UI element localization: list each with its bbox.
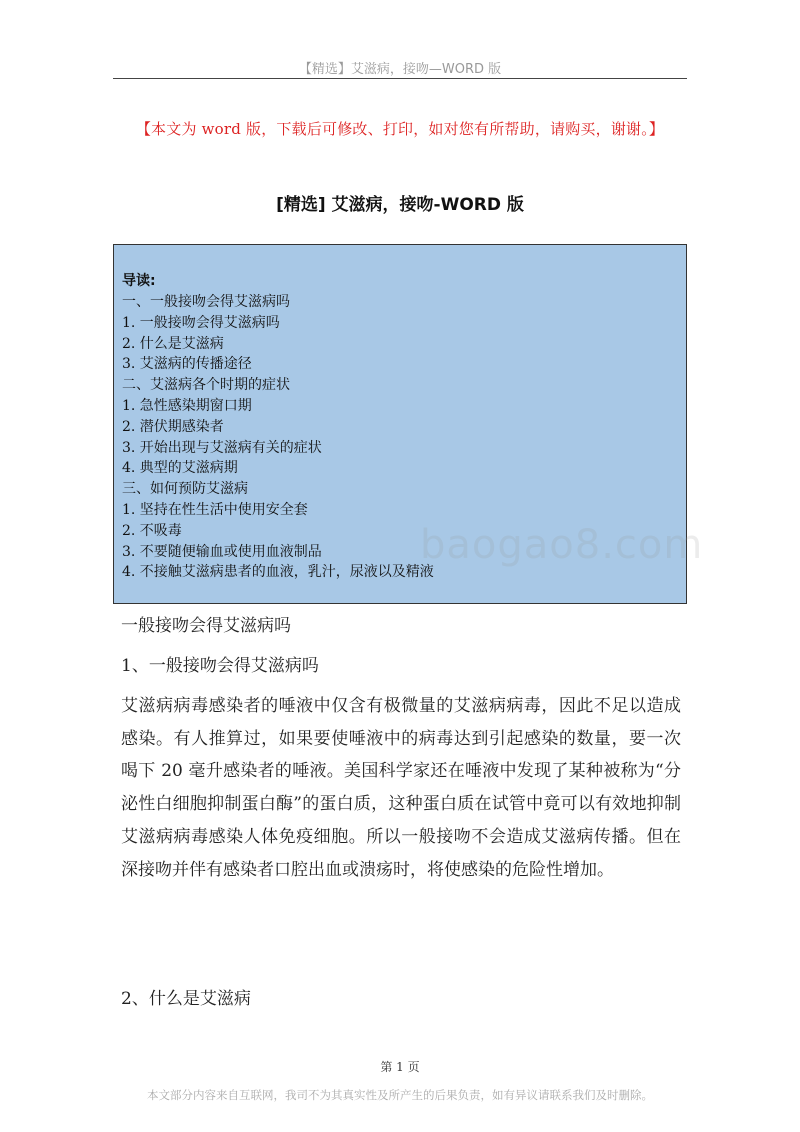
purchase-notice: 【本文为 word 版，下载后可修改、打印，如对您有所帮助，请购买，谢谢。】: [135, 120, 665, 138]
watermark: baogao8.com: [420, 522, 704, 568]
subsection-heading: 2、什么是艾滋病: [121, 989, 251, 1009]
section-heading: 一般接吻会得艾滋病吗: [121, 616, 291, 636]
toc-item[interactable]: 三、如何预防艾滋病: [122, 481, 248, 498]
toc-item[interactable]: 一、一般接吻会得艾滋病吗: [122, 294, 290, 310]
toc-item[interactable]: 3. 艾滋病的传播途径: [122, 356, 252, 373]
toc-item[interactable]: 2. 潜伏期感染者: [122, 418, 224, 435]
toc-item[interactable]: 二、艾滋病各个时期的症状: [122, 377, 290, 394]
toc-item[interactable]: 3. 不要随便输血或使用血液制品: [122, 543, 322, 560]
toc-item[interactable]: 4. 不接触艾滋病患者的血液，乳汁，尿液以及精液: [122, 564, 434, 581]
toc-item[interactable]: 1. 坚持在性生活中使用安全套: [122, 501, 308, 518]
header-divider: [113, 78, 687, 79]
body-paragraph: 艾滋病病毒感染者的唾液中仅含有极微量的艾滋病病毒，因此不足以造成感染。有人推算过，如果要使唾液中的病毒达到引起感染的数量，要一次喝下 20 毫升感染者的唾液。美国科学家还在唾液中发现了某种被称为“分泌性白细胞抑制蛋白酶”的蛋白质，这种蛋白质在试管中竟可以有效地抑制艾滋病病毒感染人体免疫细胞。所以一般接吻不会造成艾滋病传播。但在深接吻并伴有感染者口腔出血或溃疡时，将使感染的危险性增加。: [121, 696, 681, 880]
toc-item[interactable]: 3. 开始出现与艾滋病有关的症状: [122, 439, 322, 456]
toc-heading: 导读:: [122, 273, 156, 289]
page-header: 【精选】艾滋病，接吻—WORD 版: [298, 62, 502, 77]
toc-item[interactable]: 2. 什么是艾滋病: [122, 335, 224, 352]
subsection-heading: 1、一般接吻会得艾滋病吗: [121, 656, 319, 676]
toc-item[interactable]: 1. 一般接吻会得艾滋病吗: [122, 314, 280, 331]
document-title: [精选] 艾滋病，接吻-WORD 版: [276, 195, 524, 215]
toc-item[interactable]: 4. 典型的艾滋病期: [122, 460, 238, 477]
page-footer: 本文部分内容来自互联网，我司不为其真实性及所产生的后果负责，如有异议请联系我们及时删除。: [147, 1088, 653, 1102]
toc-item[interactable]: 1. 急性感染期窗口期: [122, 397, 252, 414]
page-number: 第 1 页: [380, 1060, 420, 1074]
toc-item[interactable]: 2. 不吸毒: [122, 522, 182, 539]
